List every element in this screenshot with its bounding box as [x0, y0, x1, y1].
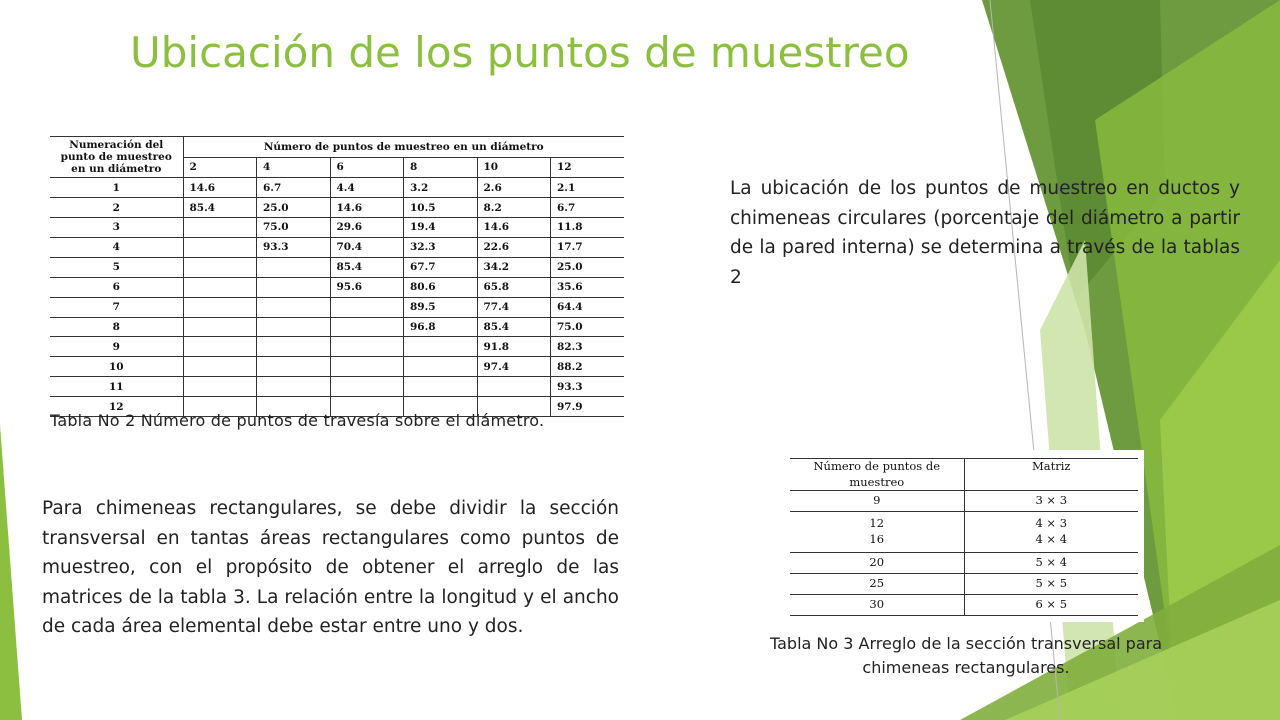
percentage-cell: 25.0 — [551, 257, 625, 277]
percentage-cell: 80.6 — [404, 277, 478, 297]
table-row — [50, 337, 624, 357]
table3-header-points: Número de puntos de muestreo — [790, 459, 964, 491]
percentage-cell: 93.3 — [551, 377, 625, 397]
matrix-cell-value: 5 × 5 — [1035, 576, 1068, 591]
percentage-cell: 85.4 — [330, 257, 404, 277]
percentage-cell — [257, 317, 331, 337]
table2-column-header: 4 — [257, 157, 331, 178]
matrix-cell — [964, 594, 1138, 615]
percentage-cell — [183, 257, 257, 277]
table-row — [50, 297, 624, 317]
table-row — [790, 512, 1138, 553]
table2-span-header: Número de puntos de muestreo en un diámetro — [183, 137, 624, 158]
percentage-cell: 34.2 — [477, 257, 551, 277]
percentage-cell — [257, 277, 331, 297]
percentage-cell: 70.4 — [330, 237, 404, 257]
percentage-cell: 10.5 — [404, 198, 478, 218]
sampling-points-cell-value: 25 — [869, 576, 885, 591]
percentage-cell: 32.3 — [404, 237, 478, 257]
percentage-cell: 6.7 — [257, 178, 331, 198]
table2-column-header: 12 — [551, 157, 625, 178]
percentage-cell: 65.8 — [477, 277, 551, 297]
table-row — [50, 178, 624, 198]
percentage-cell — [257, 257, 331, 277]
percentage-cell — [183, 357, 257, 377]
table2-caption: Tabla No 2 Número de puntos de travesía sobre el diámetro. — [50, 411, 545, 430]
percentage-cell: 25.0 — [257, 198, 331, 218]
percentage-cell: 17.7 — [551, 237, 625, 257]
percentage-cell: 2.1 — [551, 178, 625, 198]
percentage-cell — [257, 377, 331, 397]
table-row — [50, 317, 624, 337]
slide-title: Ubicación de los puntos de muestreo — [130, 28, 910, 77]
percentage-cell: 97.4 — [477, 357, 551, 377]
sampling-points-cell — [790, 594, 964, 615]
percentage-cell: 96.8 — [404, 317, 478, 337]
sampling-points-cell — [790, 491, 964, 512]
point-number-cell: 10 — [50, 357, 183, 377]
percentage-cell: 85.4 — [183, 198, 257, 218]
point-number-cell: 12 — [50, 397, 183, 417]
sampling-points-cell-value: 20 — [869, 555, 885, 570]
percentage-cell — [404, 337, 478, 357]
matrix-arrangement-table — [782, 450, 1144, 622]
table2-row-header: Numeración del punto de muestreo en un diámetro — [50, 137, 183, 178]
percentage-cell — [183, 317, 257, 337]
matrix-cell — [964, 552, 1138, 573]
percentage-cell — [330, 377, 404, 397]
point-number-cell: 3 — [50, 218, 183, 238]
percentage-cell — [183, 277, 257, 297]
table-row — [50, 218, 624, 238]
percentage-cell — [183, 237, 257, 257]
percentage-cell: 93.3 — [257, 237, 331, 257]
percentage-cell — [183, 297, 257, 317]
sampling-points-cell-value: 12 — [869, 516, 885, 531]
sampling-points-cell — [790, 512, 964, 553]
table2-column-header: 2 — [183, 157, 257, 178]
rectangular-stacks-paragraph: Para chimeneas rectangulares, se debe dividir la sección transversal en tantas áreas rectangulares como puntos de muestreo, con el propósito de obtener el arreglo de las matrices de la tabla 3. La relación entre la longitud y el ancho de cada área elemental debe estar entre uno y dos. — [42, 498, 619, 637]
sampling-points-cell-value: 16 — [869, 531, 885, 546]
table2-column-header: 10 — [477, 157, 551, 178]
percentage-cell: 35.6 — [551, 277, 625, 297]
table3-caption: Tabla No 3 Arreglo de la sección transversal para chimeneas rectangulares. — [769, 634, 1162, 677]
percentage-cell: 19.4 — [404, 218, 478, 238]
point-number-cell: 4 — [50, 237, 183, 257]
percentage-cell — [330, 357, 404, 377]
matrix-cell — [964, 573, 1138, 594]
percentage-cell: 22.6 — [477, 237, 551, 257]
point-number-cell: 1 — [50, 178, 183, 198]
percentage-cell: 75.0 — [257, 218, 331, 238]
matrix-cell-value: 4 × 4 — [1035, 531, 1068, 546]
table3-header-matrix: Matriz — [964, 459, 1138, 491]
matrix-cell — [964, 491, 1138, 512]
percentage-cell — [183, 218, 257, 238]
percentage-cell: 91.8 — [477, 337, 551, 357]
sampling-points-cell-value: 30 — [869, 597, 885, 612]
table-row — [50, 357, 624, 377]
matrix-cell — [964, 512, 1138, 553]
matrix-cell-value: 6 × 5 — [1035, 597, 1068, 612]
percentage-cell: 88.2 — [551, 357, 625, 377]
percentage-cell — [404, 377, 478, 397]
point-number-cell: 2 — [50, 198, 183, 218]
percentage-cell: 4.4 — [330, 178, 404, 198]
percentage-cell: 6.7 — [551, 198, 625, 218]
circular-stacks-paragraph: La ubicación de los puntos de muestreo en ductos y chimeneas circulares (porcentaje del diámetro a partir de la pared interna) se determina a través de la tablas 2 — [730, 178, 1240, 288]
percentage-cell — [183, 377, 257, 397]
sampling-points-cell — [790, 552, 964, 573]
point-number-cell: 6 — [50, 277, 183, 297]
left-accent-triangle — [0, 425, 22, 720]
sampling-points-table — [50, 136, 624, 413]
point-number-cell: 5 — [50, 257, 183, 277]
percentage-cell: 75.0 — [551, 317, 625, 337]
percentage-cell: 14.6 — [477, 218, 551, 238]
point-number-cell: 9 — [50, 337, 183, 357]
percentage-cell: 82.3 — [551, 337, 625, 357]
percentage-cell: 8.2 — [477, 198, 551, 218]
percentage-cell — [330, 317, 404, 337]
table2-column-header: 6 — [330, 157, 404, 178]
percentage-cell — [183, 337, 257, 357]
percentage-cell: 95.6 — [330, 277, 404, 297]
percentage-cell — [404, 357, 478, 377]
percentage-cell: 29.6 — [330, 218, 404, 238]
matrix-cell-value: 5 × 4 — [1035, 555, 1068, 570]
point-number-cell: 8 — [50, 317, 183, 337]
matrix-cell-value: 4 × 3 — [1035, 516, 1068, 531]
percentage-cell: 97.9 — [551, 397, 625, 417]
percentage-cell — [257, 357, 331, 377]
table-row — [790, 491, 1138, 512]
percentage-cell — [257, 337, 331, 357]
table-row — [50, 237, 624, 257]
table2-column-header: 8 — [404, 157, 478, 178]
percentage-cell — [330, 297, 404, 317]
percentage-cell: 14.6 — [330, 198, 404, 218]
matrix-cell-value: 3 × 3 — [1035, 493, 1068, 508]
percentage-cell: 11.8 — [551, 218, 625, 238]
table-row — [790, 552, 1138, 573]
percentage-cell: 64.4 — [551, 297, 625, 317]
percentage-cell: 14.6 — [183, 178, 257, 198]
table-row — [790, 594, 1138, 615]
sampling-points-cell-value: 9 — [873, 493, 881, 508]
percentage-cell: 77.4 — [477, 297, 551, 317]
table-row — [50, 377, 624, 397]
point-number-cell: 11 — [50, 377, 183, 397]
table-row — [50, 198, 624, 218]
percentage-cell — [330, 337, 404, 357]
percentage-cell: 3.2 — [404, 178, 478, 198]
point-number-cell: 7 — [50, 297, 183, 317]
percentage-cell: 85.4 — [477, 317, 551, 337]
percentage-cell — [477, 377, 551, 397]
percentage-cell: 89.5 — [404, 297, 478, 317]
sampling-points-cell — [790, 573, 964, 594]
percentage-cell: 67.7 — [404, 257, 478, 277]
table-row — [50, 277, 624, 297]
table-row — [790, 573, 1138, 594]
percentage-cell: 2.6 — [477, 178, 551, 198]
table-row — [50, 257, 624, 277]
percentage-cell — [257, 297, 331, 317]
